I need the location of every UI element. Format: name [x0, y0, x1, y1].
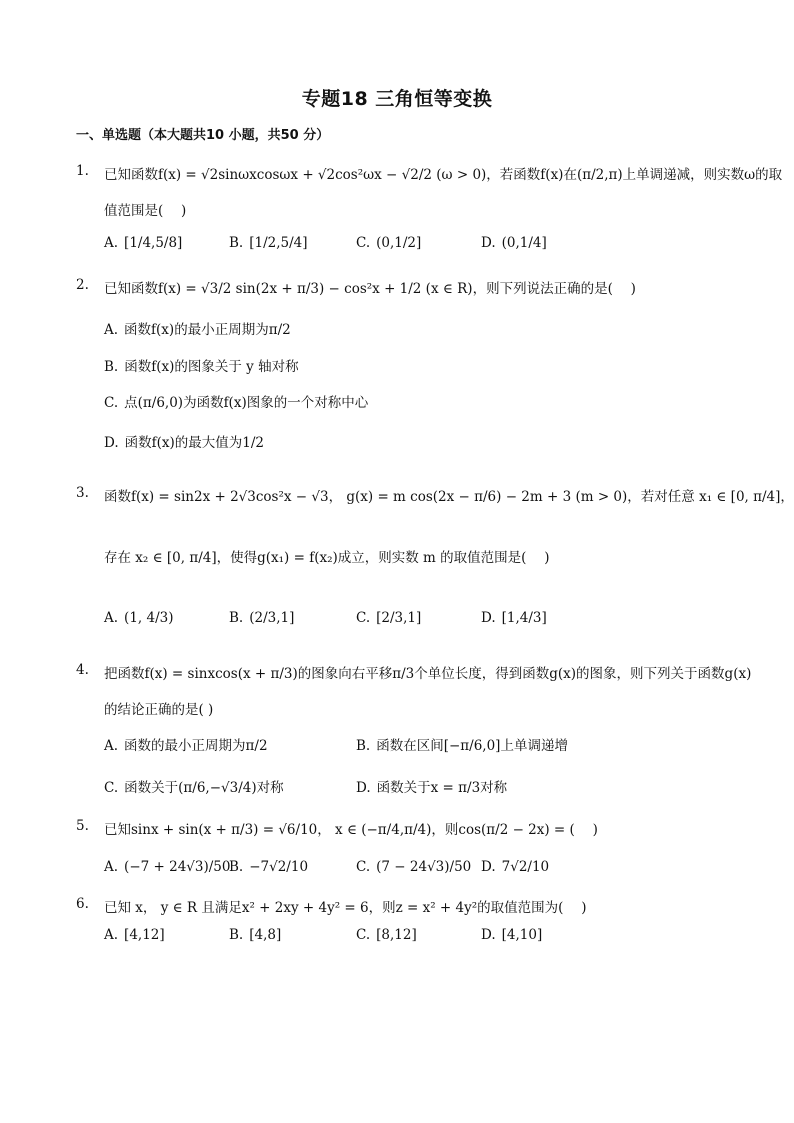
option-label: C. — [104, 395, 119, 411]
option-label: D. — [481, 610, 496, 626]
option-d — [481, 610, 547, 626]
option-b — [229, 235, 308, 251]
question-text: 已知sinx + sin(x + π/3) = √6/10， x ∈ (−π/4,π/4)，则cos(π/2 − 2x) = ( ) — [104, 822, 598, 838]
option-label: A. — [104, 859, 119, 875]
option-a — [104, 734, 268, 754]
option-d — [481, 235, 547, 251]
option-text: [2/3,1] — [376, 610, 422, 626]
option-label: A. — [104, 927, 119, 943]
option-text: [4,10] — [501, 927, 543, 943]
option-text: 7√2/10 — [501, 859, 550, 875]
option-text: [8,12] — [376, 927, 417, 943]
option-text: (0,1/2] — [376, 235, 422, 251]
option-c — [356, 927, 417, 943]
option-text: (0,1/4] — [501, 235, 547, 251]
option-label: D. — [104, 435, 119, 451]
option-text: 函数关于(π/6,−√3/4)对称 — [124, 780, 284, 796]
option-label: D. — [356, 780, 371, 796]
option-d — [481, 927, 542, 943]
option-b — [229, 927, 281, 943]
option-d — [481, 859, 549, 875]
option-b — [104, 355, 299, 375]
option-text: 函数f(x)的最小正周期为π/2 — [124, 322, 291, 338]
option-text: (7 − 24√3)/50 — [376, 859, 472, 875]
option-c — [356, 610, 421, 626]
option-c — [104, 776, 284, 796]
option-a — [104, 927, 165, 943]
option-text: (2/3,1] — [249, 610, 295, 626]
option-label: B. — [356, 738, 371, 754]
option-text: 函数f(x)的最大值为1/2 — [124, 435, 265, 451]
question-text: 值范围是( ) — [104, 203, 187, 219]
question-text: 存在 x₂ ∈ [0, π/4]，使得g(x₁) = f(x₂)成立，则实数 m 的取值范围是( ) — [104, 550, 550, 566]
option-label: C. — [356, 235, 371, 251]
option-label: C. — [104, 780, 119, 796]
option-label: D. — [481, 859, 496, 875]
option-label: B. — [229, 927, 244, 943]
question-number: 4. — [76, 662, 89, 678]
option-label: B. — [229, 859, 244, 875]
option-b — [229, 859, 308, 875]
option-text: 函数f(x)的图象关于 y 轴对称 — [124, 359, 299, 375]
option-label: A. — [104, 322, 119, 338]
page-title: 专题18 三角恒等变换 — [301, 88, 493, 110]
option-text: 函数的最小正周期为π/2 — [124, 738, 268, 754]
question-text: 函数f(x) = sin2x + 2√3cos²x − √3， g(x) = m cos(2x − π/6) − 2m + 3 (m > 0)，若对任意 x₁ ∈ [0, π/4]， — [104, 489, 794, 505]
option-text: 函数关于x = π/3对称 — [376, 780, 508, 796]
question-text: 已知函数f(x) = √3/2 sin(2x + π/3) − cos²x + 1/2 (x ∈ R)，则下列说法正确的是( ) — [104, 281, 636, 297]
option-label: C. — [356, 927, 371, 943]
option-text: (−7 + 24√3)/50 — [124, 859, 231, 875]
option-label: D. — [481, 235, 496, 251]
option-text: 函数在区间[−π/6,0]上单调递增 — [376, 738, 568, 754]
question-number: 1. — [76, 163, 89, 179]
option-a — [104, 859, 230, 875]
option-text: [1/4,5/8] — [124, 235, 183, 251]
option-text: −7√2/10 — [249, 859, 309, 875]
option-b — [229, 610, 294, 626]
question-number: 3. — [76, 485, 89, 501]
section-heading: 一、单选题（本大题共10 小题，共50 分） — [76, 128, 330, 143]
option-d — [104, 431, 264, 451]
option-a — [104, 318, 291, 338]
option-label: A. — [104, 738, 119, 754]
option-label: B. — [229, 235, 244, 251]
question-number: 6. — [76, 896, 89, 912]
question-text: 已知 x， y ∈ R 且满足x² + 2xy + 4y² = 6，则z = x² + 4y²的取值范围为( ) — [104, 900, 587, 916]
option-label: B. — [229, 610, 244, 626]
option-b — [356, 734, 568, 754]
question-text: 已知函数f(x) = √2sinωxcosωx + √2cos²ωx − √2/2 (ω > 0)，若函数f(x)在(π/2,π)上单调递减，则实数ω的取 — [104, 167, 783, 183]
option-text: [4,8] — [249, 927, 282, 943]
option-text: [1/2,5/4] — [249, 235, 308, 251]
option-label: C. — [356, 859, 371, 875]
option-a — [104, 235, 182, 251]
option-text: 点(π/6,0)为函数f(x)图象的一个对称中心 — [124, 395, 369, 411]
option-label: B. — [104, 359, 119, 375]
option-label: C. — [356, 610, 371, 626]
option-c — [356, 235, 421, 251]
option-c — [104, 391, 368, 411]
option-text: [1,4/3] — [501, 610, 547, 626]
option-label: A. — [104, 610, 119, 626]
option-text: [4,12] — [124, 927, 165, 943]
question-text: 的结论正确的是( ) — [104, 702, 214, 718]
option-text: (1, 4/3) — [124, 610, 174, 626]
option-a — [104, 610, 173, 626]
option-c — [356, 859, 471, 875]
option-d — [356, 776, 507, 796]
question-number: 5. — [76, 818, 89, 834]
question-number: 2. — [76, 277, 89, 293]
question-text: 把函数f(x) = sinxcos(x + π/3)的图象向右平移π/3个单位长度，得到函数g(x)的图象，则下列关于函数g(x) — [104, 666, 752, 682]
option-label: A. — [104, 235, 119, 251]
option-label: D. — [481, 927, 496, 943]
